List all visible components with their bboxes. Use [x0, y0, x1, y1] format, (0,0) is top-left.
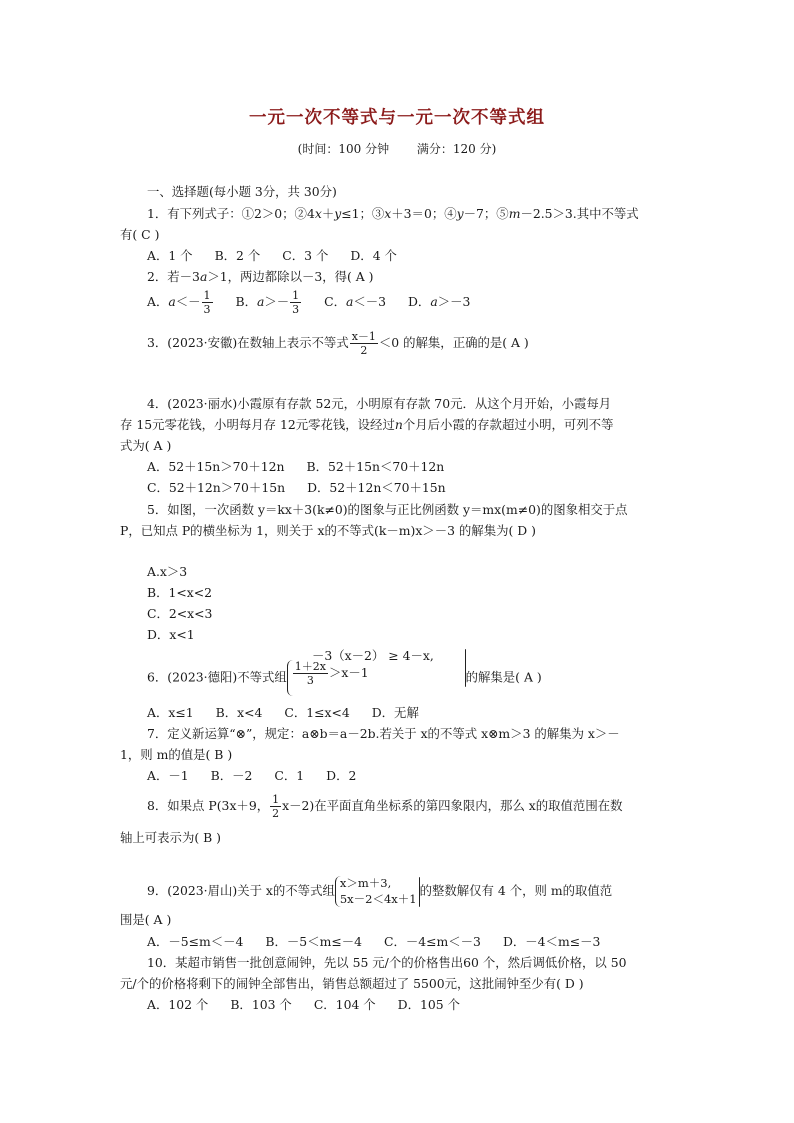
question-9-stem: 9．(2023·眉山)关于 x的不等式组 x＞m＋3, 5x－2＜4x＋1 的整数解仅有 4 个，则 m的取值范 [147, 876, 613, 906]
option-d: D．52＋12n＜70＋15n [307, 480, 446, 495]
option-c: C．1 [274, 768, 305, 783]
question-9-options [147, 932, 600, 950]
option-a: A．－1 [147, 768, 189, 783]
question-6-system-line-1: －3（x－2） ≥ 4－x, [312, 648, 434, 663]
option-a: A．1 个 [147, 248, 193, 263]
question-5-option-b: B．1<x<2 [147, 585, 213, 600]
question-4-line-3: 式为( A ) [120, 438, 172, 453]
question-3-stem: 3．(2023·安徽)在数轴上表示不等式 $\frac{x-1}{2}$ ＜0 的解集，正确的是( A ) [147, 330, 529, 358]
exam-info [0, 140, 794, 157]
question-5-option-c: C．2<x<3 [147, 606, 213, 621]
page-title: 一元一次不等式与一元一次不等式组 [249, 108, 545, 128]
question-5-option-d: D．x<1 [147, 627, 195, 642]
question-5-line-2: P，已知点 P的横坐标为 1，则关于 x的不等式(k－m)x＞－3 的解集为( D ) [120, 523, 536, 538]
option-a: A．102 个 [147, 997, 209, 1012]
option-b: B．－2 [210, 768, 253, 783]
option-d: D．2 [326, 768, 357, 783]
option-b: B．－5＜m≤－4 [265, 934, 362, 949]
question-2-stem: 2．若－3a＞1，两边都除以－3，得( A ) [147, 269, 374, 284]
option-c: C．3 个 [282, 248, 329, 263]
question-1-options [147, 246, 419, 264]
question-5-option-a: A.x＞3 [147, 564, 188, 579]
question-10-line-1: 10．某超市销售一批创意闹钟，先以 55 元/个的价格售出60 个，然后调低价格，以 50 [147, 955, 627, 970]
question-1-answer: 有( C ) [120, 227, 160, 242]
time-info: (时间：100 分钟 [297, 142, 390, 156]
option-d: D．无解 [371, 705, 419, 720]
question-7-line-2: 1，则 m的值是( B ) [120, 747, 233, 762]
option-b: B．2 个 [214, 248, 261, 263]
question-10-line-2: 元/个的价格将剩下的闹钟全部售出，销售总额超过了 5500元，这批闹钟至少有( D ) [120, 976, 584, 991]
question-6-stem: 6．(2023·德阳)不等式组 $\frac{1+2x}{3}$ ＞x－1 的解集是( A ) [147, 660, 542, 696]
score-info: 满分：120 分) [416, 142, 497, 156]
option-a: A．－5≤m＜－4 [147, 934, 244, 949]
option-a: A．52＋15n＞70＋12n [147, 459, 285, 474]
question-7-line-1: 7．定义新运算“⊗”，规定：a⊗b＝a－2b.若关于 x的不等式 x⊗m＞3 的解集为 x＞－ [147, 726, 620, 741]
option-a: A．x≤1 [147, 705, 194, 720]
question-1-stem: 1．有下列式子：①2＞0；②4x＋y≤1；③x＋3＝0；④y－7；⑤m－2.5＞3.其中不等式 [147, 206, 639, 221]
option-b: B．52＋15n＜70＋12n [306, 459, 445, 474]
option-d: D．－4＜m≤－3 [502, 934, 601, 949]
question-5-line-1: 5．如图，一次函数 y＝kx＋3(k≠0)的图象与正比例函数 y＝mx(m≠0)的图象相交于点 [147, 502, 628, 517]
question-10-options [147, 995, 460, 1013]
option-c: C．－4≤m＜－3 [384, 934, 481, 949]
option-b: B．103 个 [230, 997, 292, 1012]
option-c: C．1≤x<4 [284, 705, 350, 720]
question-8-line-1: 8．如果点 P(3x＋9， $\frac{1}{2}$ x－2)在平面直角坐标系的第四象限内，那么 x的取值范围在数 [147, 793, 623, 821]
question-2-options: A．a＜－ $\frac{1}{3}$ B．a＞－ $\frac{1}{3}$ C．a＜－3 D．a＞－3 [147, 289, 471, 317]
option-d: D．105 个 [397, 997, 460, 1012]
question-4-line-2: 存 15元零花钱，小明每月存 12元零花钱，设经过n个月后小霞的存款超过小明，可列不等 [120, 417, 614, 432]
question-4-options-row-2 [147, 478, 446, 496]
question-8-line-2: 轴上可表示为( B ) [120, 830, 221, 845]
section-heading: 一、选择题(每小题 3分，共 30分) [147, 184, 337, 199]
question-4-options-row-1 [147, 457, 444, 475]
option-b: B．x<4 [215, 705, 263, 720]
question-7-options [147, 766, 356, 784]
option-c: C．52＋12n＞70＋15n [147, 480, 286, 495]
option-c: C．104 个 [313, 997, 376, 1012]
question-6-options [147, 703, 419, 721]
question-4-line-1: 4．(2023·丽水)小霞原有存款 52元，小明原有存款 70元．从这个月开始，小霞每月 [147, 396, 612, 411]
option-d: D．4 个 [350, 248, 397, 263]
question-9-line-2: 围是( A ) [120, 912, 172, 927]
